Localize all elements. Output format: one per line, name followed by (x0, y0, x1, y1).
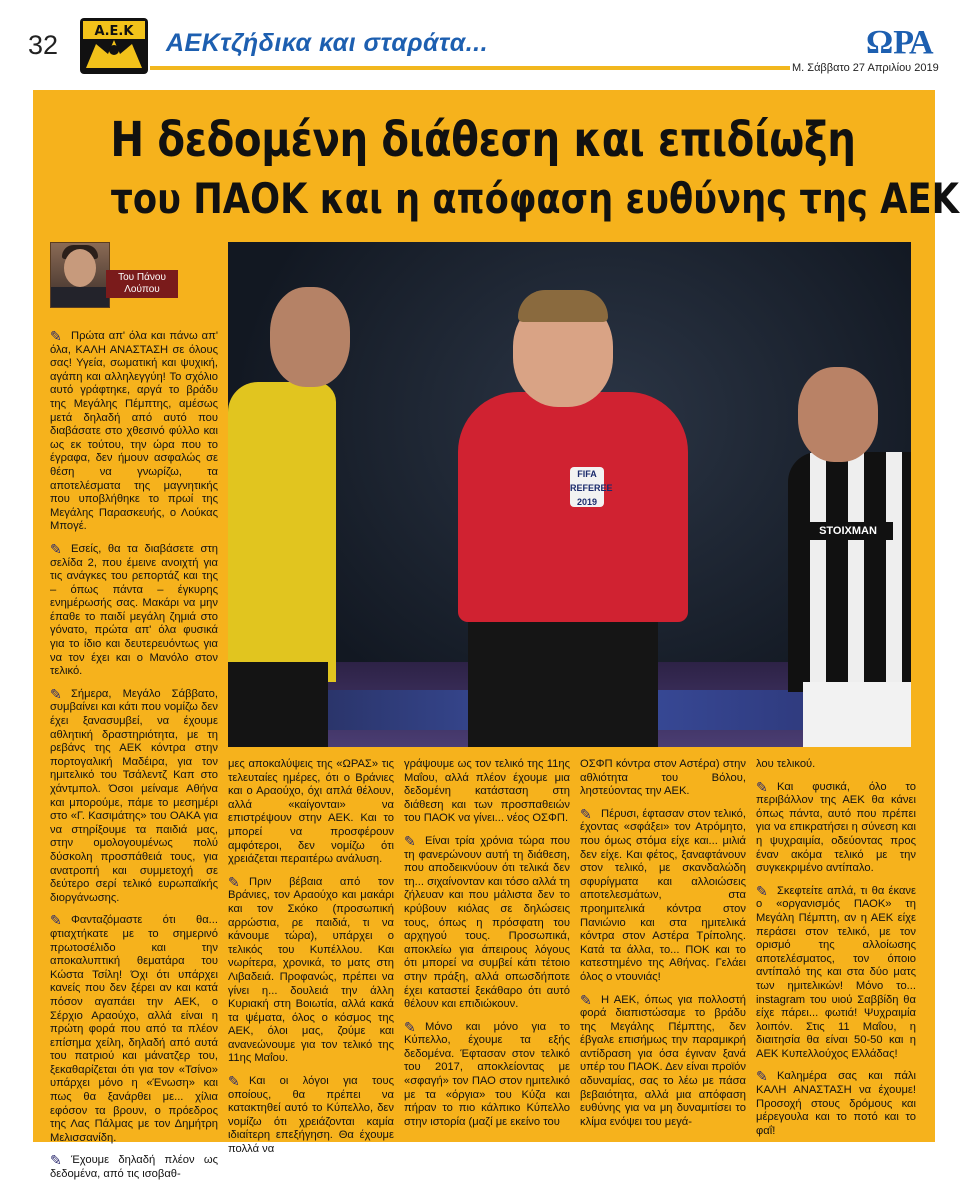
page-number: 32 (28, 30, 59, 60)
pen-icon (50, 543, 68, 556)
pen-icon (756, 1070, 774, 1083)
header-divider (150, 66, 790, 70)
paragraph: ✎Έχουμε δηλαδή πλέον ως δεδομένα, από τις ισοβαθ- (50, 1154, 218, 1181)
issue-date: Μ. Σάββατο 27 Απριλίου 2019 (792, 62, 939, 74)
paragraph: ✎Και οι λόγοι για τους οποίους, θα πρέπει να κατακτηθεί αυτό το Κύπελλο, δεν νομίζω ότι χρειάζονται καμία ιδιαίτερη επεξήγηση. Θα έχουμε πολλά να (228, 1075, 394, 1157)
author-byline: Του Πάνου Λούπου (106, 270, 178, 298)
paragraph: ✎Η ΑΕΚ, όπως για πολλοστή φορά διαπιστώσαμε το βράδυ της Μεγάλης Πέμπτης, δεν έβγαλε επισήμως την παραμικρή αντίδραση για όσα έγιναν ξανά υπέρ του ΠΑΟΚ. Δεν είναι προϊόν αδυναμίας, σας το λέω με πάσα βεβαιότητα, αλλά μια απόφαση ευθύνης για να μη δυναμιτίσει το κλίμα ενόψει του μεγά- (580, 994, 746, 1130)
paragraph: γράψουμε ως τον τελικό της 11ης Μαΐου, αλλά πλέον έχουμε μια δεδομένη κατάσταση στη διάθεση και των προσπαθειών του ΠΑΟΚ να γίνει... νέος ΟΣΦΠ. (404, 758, 570, 825)
pen-icon (50, 330, 68, 343)
paragraph: ✎Εσείς, θα τα διαβάσετε στη σελίδα 2, που έμεινε ανοιχτή για τις ανάγκες του ρεπορτάζ και της – όπως πάντα – έγκυρης ενημέρωσής σας. Μακάρι να μην έπαθε το παιδί μεγάλη ζημιά στο γόνατο, πρώτα απ' όλα φυσικά για το ίδιο και δευτερευόντως για να τον έχει και ο Μανόλο στον τελικό. (50, 543, 218, 679)
paragraph: λου τελικού. (756, 758, 816, 770)
pen-icon (580, 808, 598, 821)
paragraph: ✎Σήμερα, Μεγάλο Σάββατο, συμβαίνει και κάτι που νομίζω δεν έχει ξανασυμβεί, να έχουμε αθλητική δραστηριότητα, με τη ρεβάνς της ΑΕΚ κόντρα στην πορτογαλική Μαδέιρα, για τον ημιτελικό του Τσάλεντζ Καπ στο χάντμπολ. Όσοι μείναμε Αθήνα και μπορούμε, πάμε το μεσημέρι στο «Γ. Κασιμάτης» του ΟΑΚΑ για να στηρίξουμε τα παιδιά μας, στην ομολογουμένως πολύ δύσκολη προσπάθειά τους, για ανατροπή και συμμετοχή σε δεύτερο σερί τελικό ευρωπαϊκής διοργάνωσης. (50, 688, 218, 906)
article-column-3 (404, 758, 570, 1138)
pen-icon (404, 1021, 422, 1034)
pen-icon (50, 1154, 68, 1167)
match-photo (228, 242, 911, 747)
paragraph: ✎Καλημέρα σας και πάλι ΚΑΛΗ ΑΝΑΣΤΑΣΗ να έχουμε! Προσοχή στους δρόμους και μέρεγουλα και το ποτό και το φαΐ! (756, 1070, 916, 1138)
referee-figure (458, 392, 688, 622)
paok-player-figure (788, 452, 911, 692)
newspaper-brand: ΩΡΑ (866, 24, 934, 61)
paragraph: ✎Μόνο και μόνο για το Κύπελλο, έχουμε τα εξής δεδομένα. Έφτασαν στον τελικό του 2017, αποκλείοντας με «σφαγή» τον ΠΑΟ στον ημιτελικό με τα «όργια» του Κύζα και πήραν το πιο κάλπικο Κύπελλο στην ιστορία (μαζί με εκείνο του (404, 1021, 570, 1130)
logo-text: Α.Ε.Κ (94, 24, 134, 39)
paragraph: ✎Είναι τρία χρόνια τώρα που τη φανερώνουν αυτή τη διάθεση, που αποδεικνύουν ότι τελικά δεν τη... σιχαίνονταν και τόσο αλλά τη ζήλευαν και που μάλιστα δεν το κρύβουν κιόλας σε δηλώσεις τους, όπως η πρόσφατη του αρχηγού τους. Προσωπικά, αποκλείω για άπειρους λόγους ότι μπορεί να συμβεί κάτι τέτοιο στην πράξη, αλλά οπωσδήποτε έχει καταστεί ξεκάθαρο ότι αυτό θέλουν και επιδιώκουν. (404, 835, 570, 1012)
article-column-4 (580, 758, 746, 1138)
paragraph: ✎Σκεφτείτε απλά, τι θα έκανε ο «οργανισμός ΠΑΟΚ» τη Μεγάλη Πέμπτη, αν η ΑΕΚ είχε περάσει στον τελικό, με τον ορισμό της αλλοίωσης αποτελέσματος, τον όποιο αντίπαλό της και στα δύο ματς των ημιτελικών! Μόνο το... instagram του υιού Σαββίδη θα είχε πάρει... φωτιά! Ψυχραιμία λοιπόν. Στις 11 Μαΐου, η διαιτησία θα είναι 50-50 και η ΑΕΚ Κυπελλούχος Ελλάδας! (756, 885, 916, 1062)
pen-icon (50, 688, 68, 701)
paragraph: ✎Πέρυσι, έφτασαν στον τελικό, έχοντας «σφάξει» τον Ατρόμητο, που όμως στόμα είχε και... μιλιά δεν είχε. Και φέτος, ξαναφτάνουν στον τελικό, με σκανδαλώδη σφυρίγματα και αλλοιώσεις αποτελεσμάτων, στα προημιτελικά κόντρα στον Πανιώνιο και στα ημιτελικά κόντρα στον Αστέρα Τρίπολης. Κατά τα άλλα, το... ΠΟΚ και το κατεστημένο της Αθήνας. Γελάει όλος ο ντουνιάς! (580, 808, 746, 985)
paragraph: ✎Φανταζόμαστε ότι θα... φτιαχτήκατε με το σημερινό πρωτοσέλιδο και την αποκαλυπτική θεματάρα του Κώστα Τσίλη! Όχι ότι υπάρχει κανείς που δεν ξέρει αν και κατά πόσον αγαπάει την ΑΕΚ, ο Σέρχιο Αραούχο, αλλά είναι η πρώτη φορά που από τα πλέον επίσημα χείλη, δηλαδή από αυτά του πατριού και μάνατζερ του, ξεκαθαρίζεται ότι για τον «Τσίνο» υπάρχει μόνο η «Ένωση» και πως θα ξανάρθει με... χίλια εφόσον τα βρουν, ο πρόεδρος της Λας Πάλμας με τον Δημήτρη Μελισσανίδη. (50, 914, 218, 1145)
paragraph: ✎Πρώτα απ' όλα και πάνω απ' όλα, ΚΑΛΗ ΑΝΑΣΤΑΣΗ σε όλους σας! Υγεία, σωματική και ψυχική, αγάπη και αλληλεγγύη! Το σχόλιο αυτό γράφτηκε, αργά το βράδυ της Μεγάλης Πέμπτης, αμέσως μετά δηλαδή από αυτό που διαβάσατε στο χθεσινό φύλλο και ως εκ τούτου, την ώρα που το έγραφα, δεν ήμουν ασφαλώς σε θέση να γνωρίζω, τα αποτελέσματα της μαγνητικής που υποβλήθηκε το πρωί της Μεγάλης Παρασκευής, ο Λούκας Μπογέ. (50, 330, 218, 534)
pen-icon (580, 994, 598, 1007)
pen-icon (228, 1075, 246, 1088)
article-column-1 (50, 330, 218, 1191)
paragraph: μες αποκαλύψεις της «ΩΡΑΣ» τις τελευταίες ημέρες, ότι ο Βράνιες και ο Αραούχο, όχι απλά θέλουν, αλλά «καίγονται» να επιστρέψουν στην ΑΕΚ. Και το μπορεί να προσφέρουν αμφότεροι, δεν νομίζω ότι χρειάζεται περαιτέρω ανάλυση. (228, 758, 394, 866)
aek-eagle-logo-icon (78, 16, 150, 76)
paragraph: ✎Και φυσικά, όλο το περιβάλλον της ΑΕΚ θα κάνει όπως πάντα, αυτό που πρέπει για να επικρατήσει η σύνεση και η ψυχραιμία, οδεύοντας προς έναν ακόμα τελικό με την συγκεκριμένο αντίπαλο. (756, 781, 916, 876)
pen-icon (756, 885, 774, 898)
pen-icon (228, 876, 246, 889)
shirt-sponsor: STOIXMAN (803, 522, 893, 540)
aek-player-figure (228, 382, 336, 682)
page-header (0, 0, 960, 82)
author-photo (50, 242, 110, 308)
paragraph: ✎Πριν βέβαια από τον Βράνιες, τον Αραούχο και μακάρι και τον Σκόκο (προσωπική αρρώστια, ρε παιδιά, τι να κάνουμε τώρα), υπάρχει ο τελικός του Κυπέλλου. Και νωρίτερα, χρονικά, το ματς στη Λιβαδειά. Προφανώς, πρέπει να γίνει η... δουλειά την άλλη Κυριακή στη Βοιωτία, αλλά κακά τα ψέματα, όλος ο κόσμος της ΑΕΚ, όλοι μας, ζούμε και ανανεώνουμε για τον τελικό της 11ης Μαΐου. (228, 876, 394, 1066)
pen-icon (756, 781, 774, 794)
section-title: ΑΕΚτζήδικα και σταράτα... (166, 29, 489, 57)
article-column-5 (756, 758, 916, 1147)
pen-icon (50, 914, 68, 927)
pen-icon (404, 835, 422, 848)
paragraph: ΟΣΦΠ κόντρα στον Αστέρα) στην αθλιότητα του Βόλου, ληστεύοντας την ΑΕΚ. (580, 758, 746, 798)
headline-line-2: του ΠΑΟΚ και η απόφαση ευθύνης της ΑΕΚ (110, 174, 959, 223)
article-column-2 (228, 758, 394, 1166)
fifa-badge: FIFA REFEREE 2019 (570, 469, 613, 507)
headline-line-1: Η δεδομένη διάθεση και επιδίωξη (110, 112, 856, 168)
